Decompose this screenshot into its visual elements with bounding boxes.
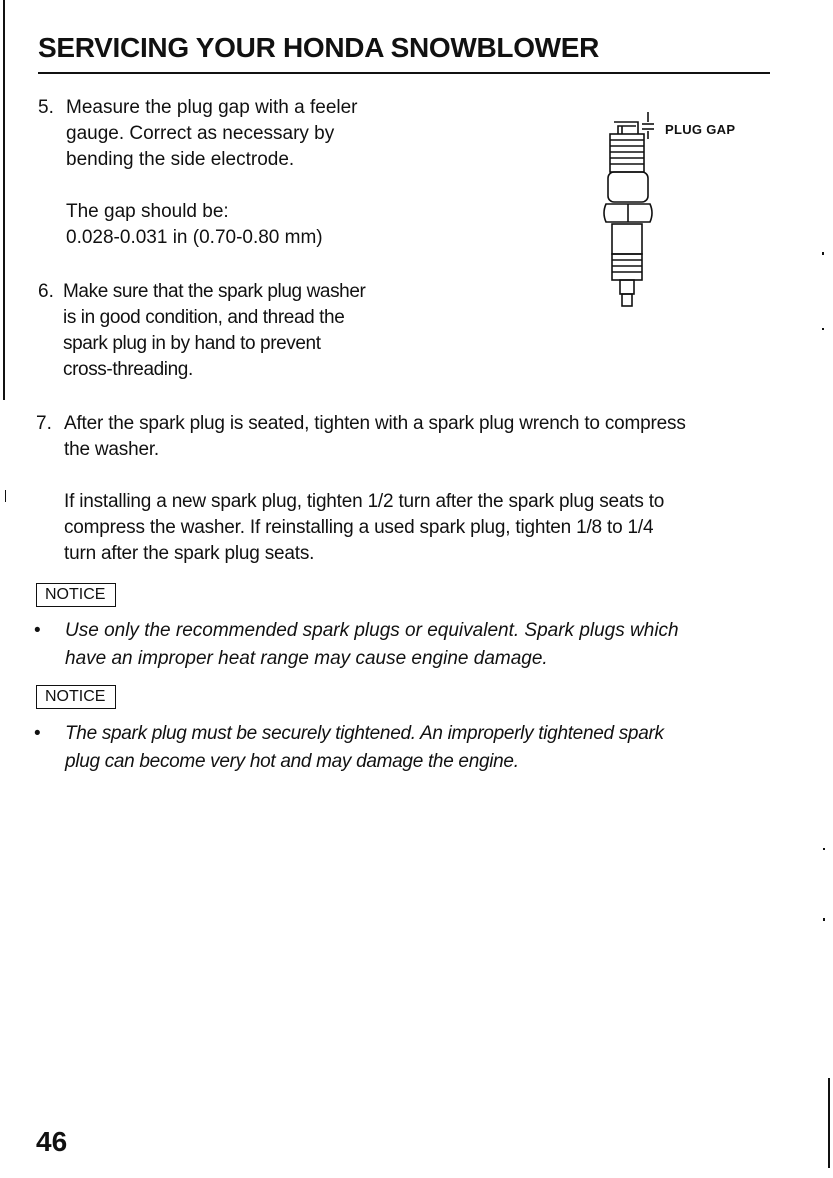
step-5 — [38, 95, 404, 251]
right-margin-dot — [823, 918, 825, 921]
notice-line: have an improper heat range may cause engine damage. — [65, 648, 548, 669]
step-line: compress the washer. If reinstalling a used spark plug, tighten 1/8 to 1/4 — [64, 517, 654, 538]
step-6 — [38, 279, 402, 383]
step-number: 6. — [38, 281, 54, 302]
plug-gap-label: PLUG GAP — [665, 122, 736, 137]
right-margin-dot — [822, 252, 824, 255]
step-line: If installing a new spark plug, tighten 1/2 turn after the spark plug seats to — [64, 491, 665, 512]
notice-line: Use only the recommended spark plugs or equivalent. Spark plugs which — [65, 620, 679, 641]
step-text — [63, 279, 402, 383]
step-text — [64, 411, 772, 567]
right-margin-dot — [823, 848, 825, 850]
step-number: 5. — [38, 97, 54, 118]
notice-line: plug can become very hot and may damage the engine. — [65, 751, 519, 772]
step-line: bending the side electrode. — [66, 149, 295, 170]
notice-line: The spark plug must be securely tightened. An improperly tightened spark — [65, 723, 664, 744]
step-7 — [36, 411, 772, 567]
title-divider — [38, 72, 770, 74]
left-margin-tick — [5, 490, 6, 502]
notice-text — [65, 617, 771, 673]
step-line: After the spark plug is seated, tighten with a spark plug wrench to compress — [64, 413, 686, 434]
gap-spec-label: The gap should be: — [66, 201, 229, 222]
left-margin-line — [3, 0, 5, 400]
step-line: is in good condition, and thread the — [63, 307, 345, 328]
step-number: 7. — [36, 413, 52, 434]
notice-badge: NOTICE — [36, 685, 116, 709]
step-text — [66, 95, 404, 251]
step-line: the washer. — [64, 439, 159, 460]
step-line: turn after the spark plug seats. — [64, 543, 315, 564]
bullet: • — [34, 620, 41, 641]
step-line: gauge. Correct as necessary by — [66, 123, 335, 144]
spark-plug-icon — [596, 112, 662, 312]
gap-spec-value: 0.028-0.031 in (0.70-0.80 mm) — [66, 227, 323, 248]
bullet: • — [34, 723, 41, 744]
step-line: spark plug in by hand to prevent — [63, 333, 321, 354]
page-title: SERVICING YOUR HONDA SNOWBLOWER — [38, 32, 600, 63]
step-line: Measure the plug gap with a feeler — [66, 97, 358, 118]
spark-plug-figure — [596, 112, 766, 312]
right-margin-dot — [822, 328, 824, 330]
right-margin-line — [828, 1078, 830, 1168]
step-line: Make sure that the spark plug washer — [63, 281, 366, 302]
step-line: cross-threading. — [63, 359, 193, 380]
page-number: 46 — [36, 1126, 68, 1157]
notice-badge: NOTICE — [36, 583, 116, 607]
notice-text — [65, 720, 771, 776]
